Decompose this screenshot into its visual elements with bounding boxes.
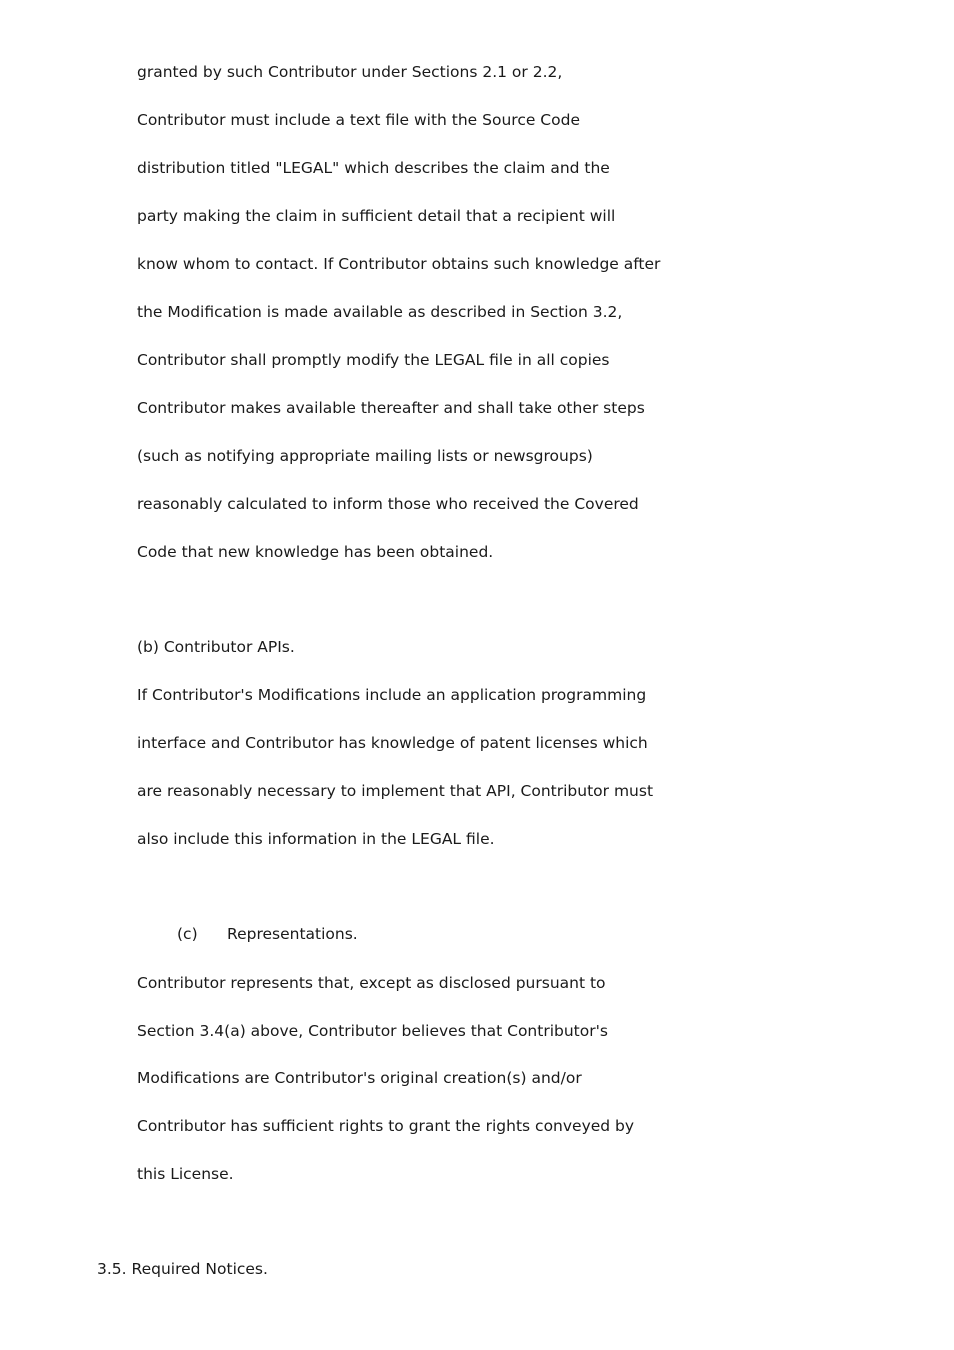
section-c-line: Section 3.4(a) above, Contributor believes that Contributor's xyxy=(137,1022,608,1040)
section-c-line: Contributor has sufficient rights to grant the rights conveyed by xyxy=(137,1117,635,1135)
paragraph-a-line: Contributor must include a text file with the Source Code xyxy=(137,111,580,129)
paragraph-a-line: reasonably calculated to inform those who received the Covered xyxy=(137,495,639,513)
section-b-heading: (b) Contributor APIs. xyxy=(137,638,295,656)
section-c-line: Modifications are Contributor's original creation(s) and/or xyxy=(137,1069,582,1087)
section-c-title: Representations. xyxy=(227,925,358,943)
section-b-line: are reasonably necessary to implement that API, Contributor must xyxy=(137,782,654,800)
section-c-line: this License. xyxy=(137,1165,234,1183)
section-b-line: If Contributor's Modifications include an application programming xyxy=(137,686,647,704)
paragraph-a-line: know whom to contact. If Contributor obtains such knowledge after xyxy=(137,255,661,273)
section-b-line: also include this information in the LEGAL file. xyxy=(137,830,495,848)
paragraph-a-line: distribution titled "LEGAL" which describes the claim and the xyxy=(137,159,610,177)
paragraph-a-line: the Modification is made available as described in Section 3.2, xyxy=(137,303,623,321)
section-3-5-heading: 3.5. Required Notices. xyxy=(97,1260,268,1278)
section-c-line: Contributor represents that, except as disclosed pursuant to xyxy=(137,974,606,992)
paragraph-a-line: granted by such Contributor under Sections 2.1 or 2.2, xyxy=(137,63,563,81)
paragraph-a-line: Code that new knowledge has been obtained. xyxy=(137,543,494,561)
section-b-line: interface and Contributor has knowledge of patent licenses which xyxy=(137,734,648,752)
paragraph-a-line: (such as notifying appropriate mailing lists or newsgroups) xyxy=(137,447,593,465)
section-c-marker: (c) xyxy=(177,925,198,943)
paragraph-a-line: Contributor makes available thereafter and shall take other steps xyxy=(137,399,645,417)
paragraph-a-line: Contributor shall promptly modify the LEGAL file in all copies xyxy=(137,351,610,369)
paragraph-a-line: party making the claim in sufficient detail that a recipient will xyxy=(137,207,616,225)
